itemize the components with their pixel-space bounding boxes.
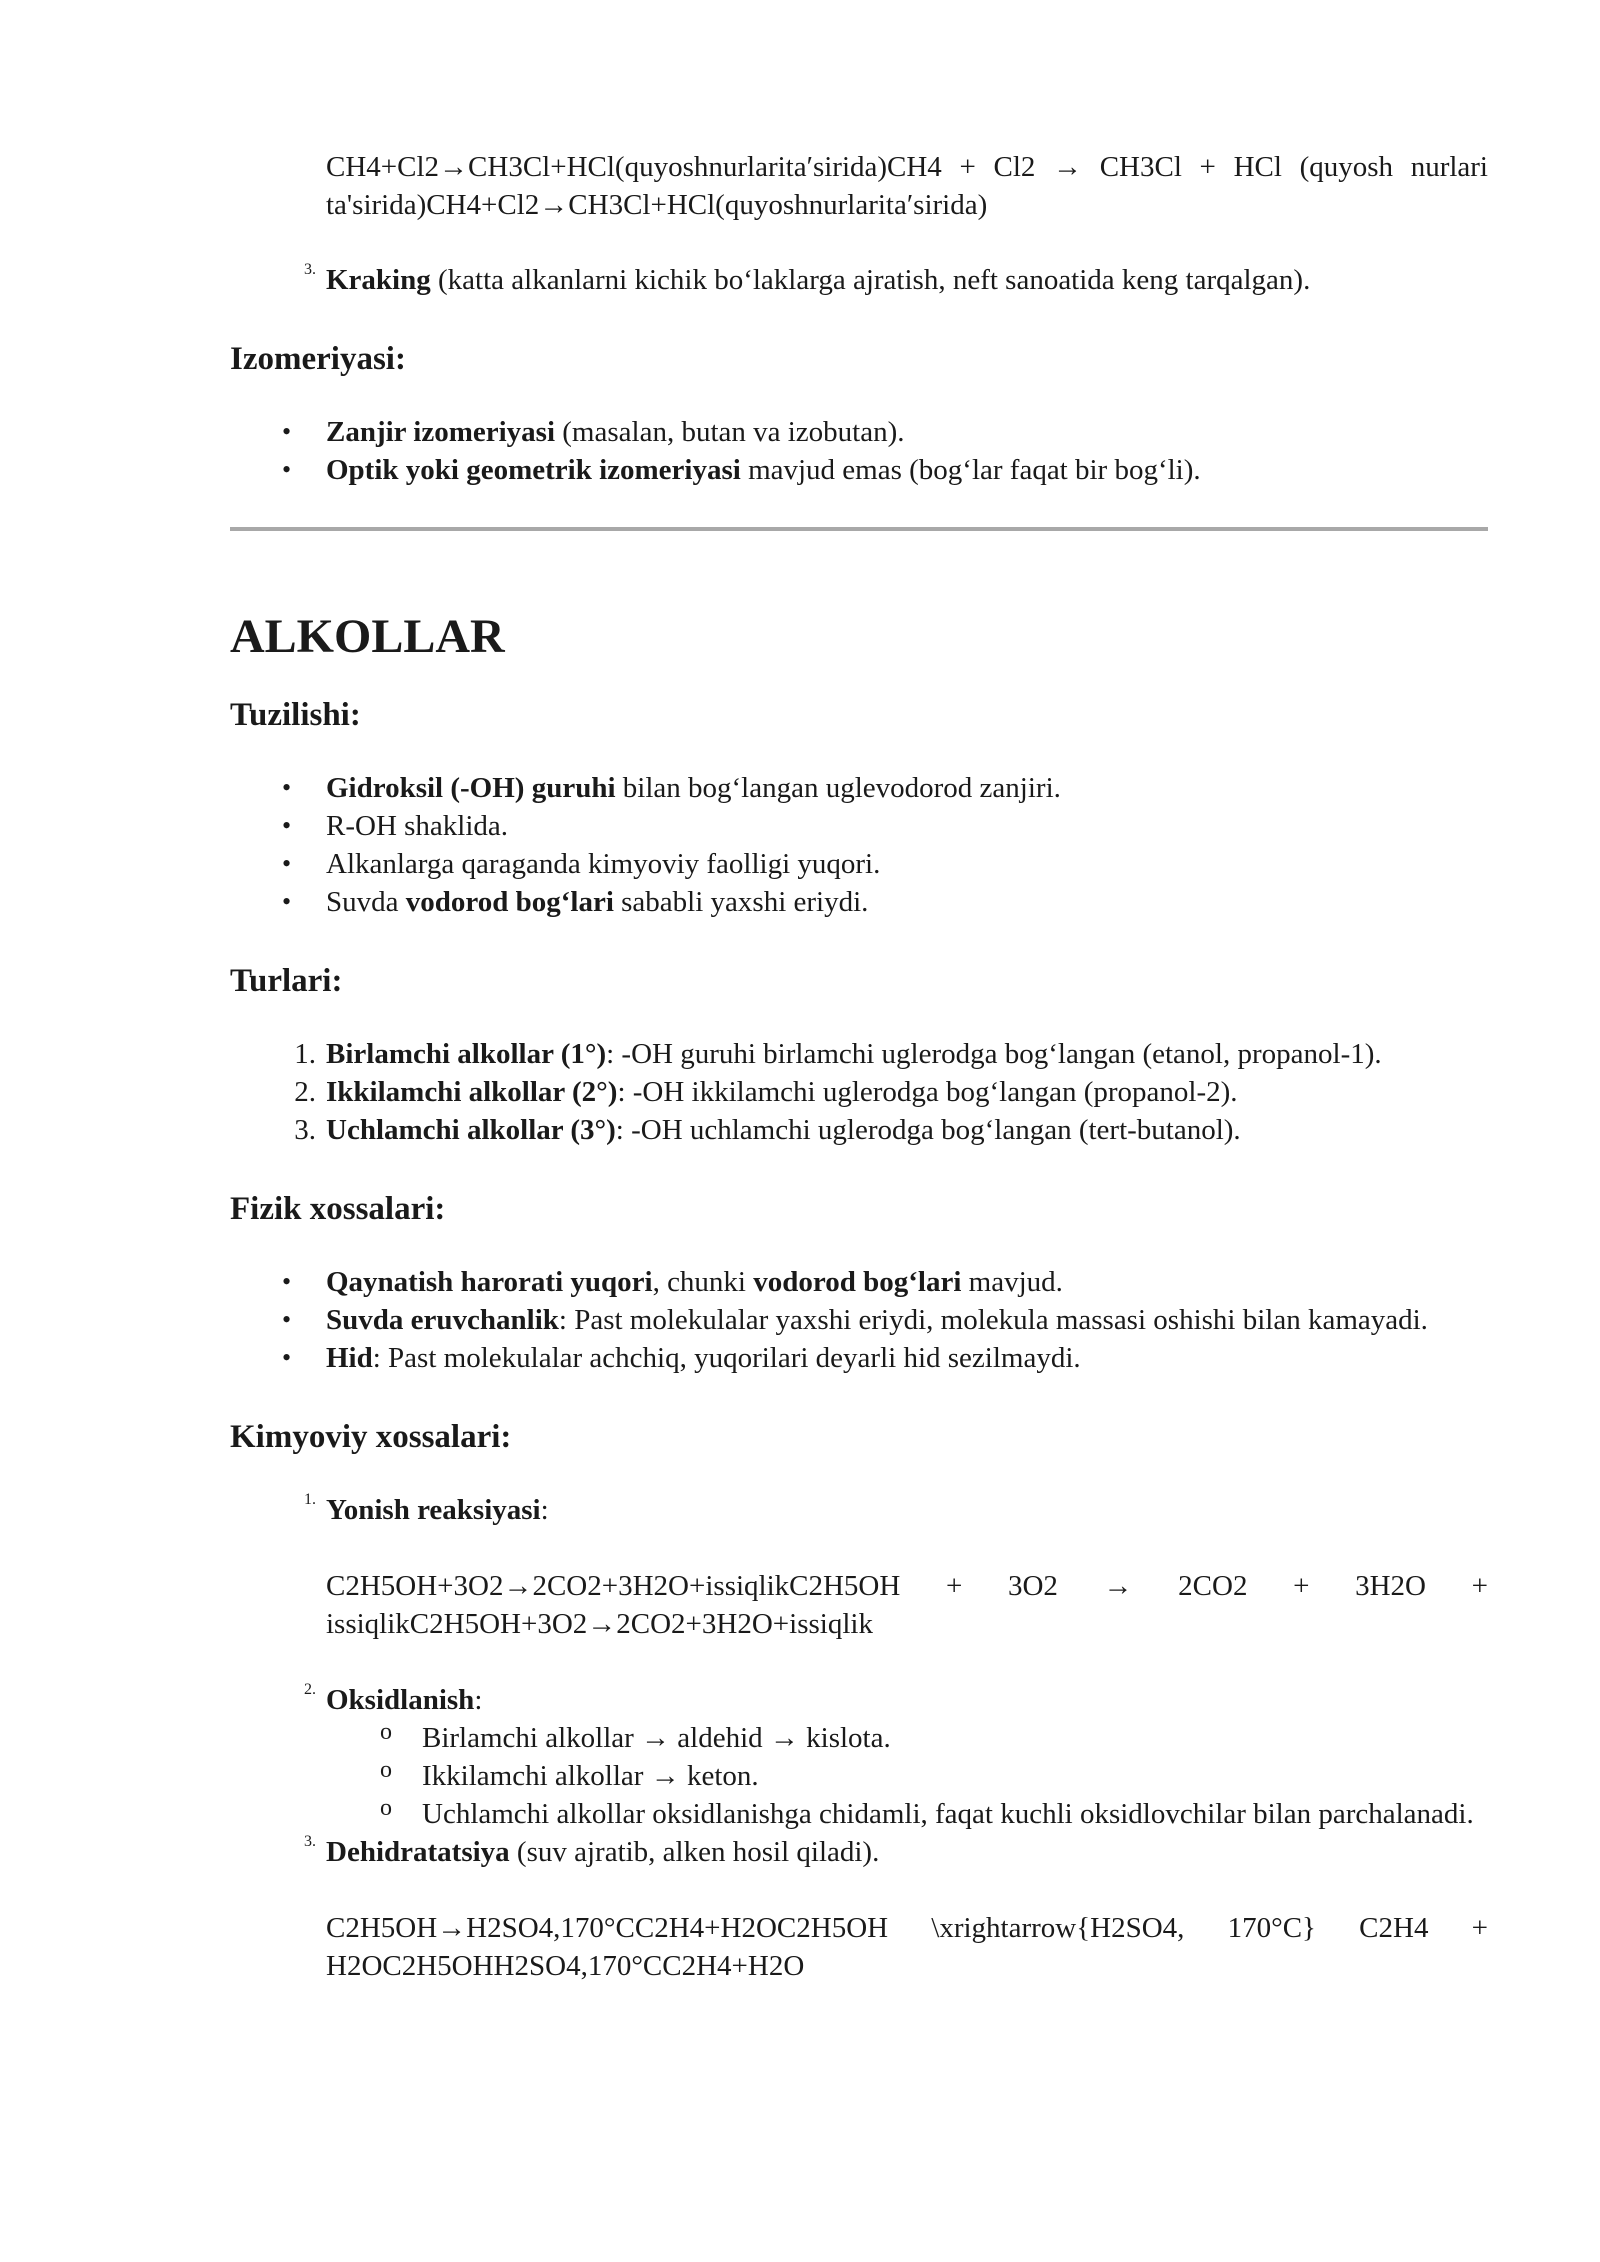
text: Alkanlarga qaraganda kimyoviy faolligi yuqori. [326,848,881,880]
list-item [230,413,1488,451]
izomeriyasi-heading: Izomeriyasi: [230,341,406,377]
text: : Past molekulalar yaxshi eriydi, molekula massasi oshishi bilan kamayadi. [558,1304,1428,1336]
list-item [230,883,1488,921]
list-item-yonish [230,1491,1488,1529]
list-number: 2. [304,1681,316,1698]
list-number: 3. [304,1833,316,1850]
list-item-dehidratatsiya [230,1833,1488,1871]
text: Birlamchi alkollar → aldehid → kislota. [422,1722,891,1754]
bullet: • [282,811,292,840]
text: : -OH guruhi birlamchi uglerodga bog‘langan (etanol, propanol-1). [606,1038,1382,1070]
fizik-heading: Fizik xossalari: [230,1191,446,1227]
bullet: • [282,773,292,802]
text: mavjud. [961,1266,1063,1298]
text: : [540,1494,549,1526]
list-item [230,769,1488,807]
term: vodorod bog‘lari [405,886,614,918]
list-item [230,845,1488,883]
turlari-list [230,1035,1488,1149]
list-number: 3. [304,261,316,278]
sub-list-item [230,1757,1488,1795]
tuzilishi-list [230,769,1488,921]
term: Zanjir izomeriyasi [326,416,556,448]
term: Yonish reaksiyasi [326,1494,541,1526]
text: Ikkilamchi alkollar → keton. [422,1760,759,1792]
kraking-term: Kraking [326,264,431,296]
text: , chunki [652,1266,754,1298]
term: Ikkilamchi alkollar (2°) [326,1076,618,1108]
term: vodorod bog‘lari [753,1266,962,1298]
section-title: ALKOLLAR [230,610,505,663]
list-item [230,451,1488,489]
term: Dehidratatsiya [326,1836,510,1868]
bullet: • [282,1267,292,1296]
term: Qaynatish harorati yuqori [326,1266,653,1298]
list-item [230,1263,1488,1301]
list-item [230,1073,1488,1111]
term: Optik yoki geometrik izomeriyasi [326,454,741,486]
text: mavjud emas (bog‘lar faqat bir bog‘li). [740,454,1201,486]
bullet: • [282,455,292,484]
list-item [230,807,1488,845]
text: : Past molekulalar achchiq, yuqorilari deyarli hid sezilmaydi. [372,1342,1081,1374]
list-number: 1. [294,1038,316,1070]
turlari-heading: Turlari: [230,963,343,999]
term: Hid [326,1342,373,1374]
text: R-OH shaklida. [326,810,509,842]
fizik-list [230,1263,1488,1377]
text: : -OH uchlamchi uglerodga bog‘langan (tert-butanol). [615,1114,1241,1146]
sub-list-item [230,1795,1488,1833]
term: Gidroksil (-OH) guruhi [326,772,616,804]
term: Uchlamchi alkollar (3°) [326,1114,616,1146]
tuzilishi-heading: Tuzilishi: [230,697,361,733]
list-item [230,1339,1488,1377]
kimyoviy-heading: Kimyoviy xossalari: [230,1419,512,1455]
list-number: 1. [304,1491,316,1508]
list-item-kraking [230,261,1488,299]
text: Uchlamchi alkollar oksidlanishga chidamli, faqat kuchli oksidlovchilar bilan parchalanadi. [422,1798,1474,1830]
list-item [230,1111,1488,1149]
term: Oksidlanish [326,1684,475,1716]
term: Suvda eruvchanlik [326,1304,559,1336]
list-item [230,1301,1488,1339]
chlorination-formula: CH4+Cl2→CH3Cl+HCl(quyoshnurlarita′sirida)CH4 + Cl2 → CH3Cl + HCl (quyosh nurlari ta'sirida)CH4+Cl2→CH3Cl+HCl(quyoshnurlarita′sirida) [326,151,1488,221]
dehydration-formula: C2H5OH→H2SO4,170°CC2H4+H2OC2H5OH \xrightarrow{H2SO4, 170°C} C2H4 + H2OC2H5OHH2SO4,170°CC2H4+H2O [326,1912,1488,1982]
kraking-text: (katta alkanlarni kichik bo‘laklarga ajratish, neft sanoatida keng tarqalgan). [430,264,1311,296]
list-number: 3. [294,1114,316,1146]
document-content [230,148,1488,1985]
bullet: • [282,849,292,878]
bullet: • [282,1305,292,1334]
sub-bullet: o [380,1757,392,1783]
text: sababli yaxshi eriydi. [613,886,869,918]
text: (suv ajratib, alken hosil qiladi). [509,1836,880,1868]
text: : -OH ikkilamchi uglerodga bog‘langan (propanol-2). [617,1076,1238,1108]
list-item-oksidlanish [230,1681,1488,1719]
list-number: 2. [294,1076,316,1108]
list-item [230,1035,1488,1073]
sub-bullet: o [380,1719,392,1745]
text: bilan bog‘langan uglevodorod zanjiri. [615,772,1061,804]
combustion-formula: C2H5OH+3O2→2CO2+3H2O+issiqlikC2H5OH + 3O2 → 2CO2 + 3H2O + issiqlikC2H5OH+3O2→2CO2+3H2O+issiqlik [326,1570,1488,1640]
bullet: • [282,887,292,916]
sub-list-item [230,1719,1488,1757]
text: Suvda [326,886,406,918]
bullet: • [282,417,292,446]
izomeriyasi-list [230,413,1488,489]
text: (masalan, butan va izobutan). [555,416,905,448]
sub-bullet: o [380,1795,392,1821]
bullet: • [282,1343,292,1372]
text: : [474,1684,483,1716]
term: Birlamchi alkollar (1°) [326,1038,607,1070]
